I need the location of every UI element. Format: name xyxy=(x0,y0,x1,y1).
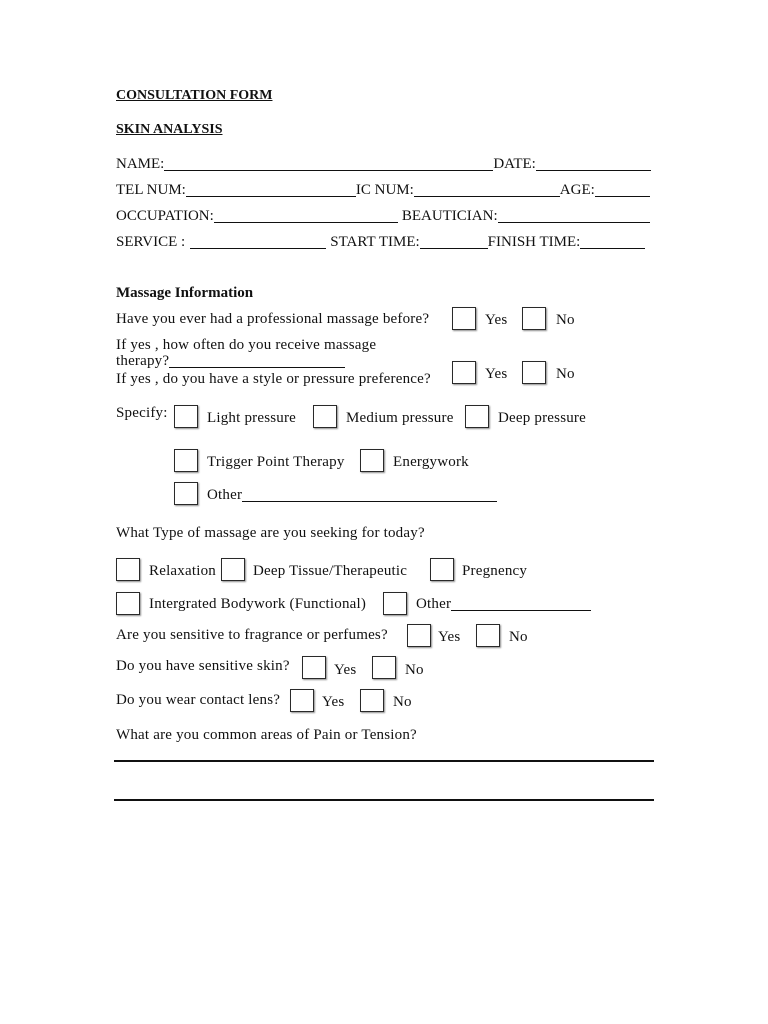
pressure-preference-yes-checkbox[interactable] xyxy=(452,361,476,384)
finish-time-field[interactable] xyxy=(580,233,645,249)
energywork-label: Energywork xyxy=(393,454,469,470)
pain-areas-question: What are you common areas of Pain or Tension? xyxy=(116,727,417,743)
fragrance-yes-label: Yes xyxy=(438,629,461,645)
start-time-field[interactable] xyxy=(420,233,488,249)
massage-frequency-question-line1: If yes , how often do you receive massage xyxy=(116,337,377,353)
professional-massage-question: Have you ever had a professional massage before? xyxy=(116,311,430,327)
occupation-beautician-row xyxy=(116,207,650,225)
light-pressure-checkbox[interactable] xyxy=(174,405,198,428)
contact-lens-no-checkbox[interactable] xyxy=(360,689,384,712)
pregnancy-label: Pregnency xyxy=(462,563,528,579)
tel-num-label: TEL NUM: xyxy=(116,182,186,198)
occupation-field[interactable] xyxy=(214,207,398,223)
trigger-point-therapy-checkbox[interactable] xyxy=(174,449,198,472)
contact-lens-yes-label: Yes xyxy=(322,694,345,710)
pressure-preference-question: If yes , do you have a style or pressure preference? xyxy=(116,371,431,387)
pressure-preference-no-checkbox[interactable] xyxy=(522,361,546,384)
pain-areas-answer-line-1[interactable] xyxy=(114,760,654,762)
pressure-other-label: Other xyxy=(207,487,243,503)
age-label: AGE: xyxy=(559,182,595,198)
pregnancy-checkbox[interactable] xyxy=(430,558,454,581)
age-field[interactable] xyxy=(595,181,650,197)
deep-pressure-checkbox[interactable] xyxy=(465,405,489,428)
form-title: CONSULTATION FORM xyxy=(116,88,273,103)
integrated-bodywork-checkbox[interactable] xyxy=(116,592,140,615)
contact-lens-question: Do you wear contact lens? xyxy=(116,692,281,708)
pressure-other-row xyxy=(207,486,497,504)
finish-time-label: FINISH TIME: xyxy=(487,234,581,250)
massage-information-heading: Massage Information xyxy=(116,285,254,301)
service-label: SERVICE : xyxy=(116,234,186,250)
sensitive-skin-yes-checkbox[interactable] xyxy=(302,656,326,679)
massage-frequency-field[interactable] xyxy=(169,352,345,368)
sensitive-skin-yes-label: Yes xyxy=(334,662,357,678)
occupation-label: OCCUPATION: xyxy=(116,208,214,224)
start-time-label: START TIME: xyxy=(330,234,420,250)
sensitive-skin-question: Do you have sensitive skin? xyxy=(116,658,290,674)
trigger-point-therapy-label: Trigger Point Therapy xyxy=(207,454,345,470)
fragrance-no-label: No xyxy=(509,629,528,645)
fragrance-question: Are you sensitive to fragrance or perfumes? xyxy=(116,627,388,643)
fragrance-yes-checkbox[interactable] xyxy=(407,624,431,647)
light-pressure-label: Light pressure xyxy=(207,410,297,426)
deep-pressure-label: Deep pressure xyxy=(498,410,586,426)
tel-ic-age-row xyxy=(116,181,650,199)
professional-massage-yes-label: Yes xyxy=(485,312,508,328)
ic-num-field[interactable] xyxy=(414,181,560,197)
massage-type-other-field[interactable] xyxy=(451,595,591,611)
pain-areas-answer-line-2[interactable] xyxy=(114,799,654,801)
integrated-bodywork-label: Intergrated Bodywork (Functional) xyxy=(149,596,367,612)
date-field[interactable] xyxy=(536,155,651,171)
professional-massage-yes-checkbox[interactable] xyxy=(452,307,476,330)
professional-massage-no-label: No xyxy=(556,312,575,328)
medium-pressure-checkbox[interactable] xyxy=(313,405,337,428)
name-field[interactable] xyxy=(164,155,493,171)
beautician-label: BEAUTICIAN: xyxy=(401,208,498,224)
fragrance-no-checkbox[interactable] xyxy=(476,624,500,647)
massage-type-other-label: Other xyxy=(416,596,452,612)
sensitive-skin-no-label: No xyxy=(405,662,424,678)
ic-num-label: IC NUM: xyxy=(355,182,414,198)
service-field[interactable] xyxy=(190,233,326,249)
massage-frequency-row xyxy=(116,352,345,370)
relaxation-label: Relaxation xyxy=(149,563,216,579)
date-label: DATE: xyxy=(493,156,536,172)
contact-lens-yes-checkbox[interactable] xyxy=(290,689,314,712)
pressure-preference-no-label: No xyxy=(556,366,575,382)
specify-label: Specify: xyxy=(116,405,168,421)
deep-tissue-label: Deep Tissue/Therapeutic xyxy=(253,563,408,579)
pressure-preference-yes-label: Yes xyxy=(485,366,508,382)
energywork-checkbox[interactable] xyxy=(360,449,384,472)
pressure-other-checkbox[interactable] xyxy=(174,482,198,505)
massage-type-other-row xyxy=(416,595,591,613)
beautician-field[interactable] xyxy=(498,207,650,223)
deep-tissue-checkbox[interactable] xyxy=(221,558,245,581)
medium-pressure-label: Medium pressure xyxy=(346,410,454,426)
sensitive-skin-no-checkbox[interactable] xyxy=(372,656,396,679)
pressure-other-field[interactable] xyxy=(242,486,497,502)
name-label: NAME: xyxy=(116,156,165,172)
professional-massage-no-checkbox[interactable] xyxy=(522,307,546,330)
massage-type-question: What Type of massage are you seeking for today? xyxy=(116,525,425,541)
relaxation-checkbox[interactable] xyxy=(116,558,140,581)
massage-frequency-question-line2: therapy? xyxy=(116,353,170,369)
tel-num-field[interactable] xyxy=(186,181,356,197)
form-subtitle: SKIN ANALYSIS xyxy=(116,122,223,137)
massage-type-other-checkbox[interactable] xyxy=(383,592,407,615)
name-date-row xyxy=(116,155,651,173)
service-time-row xyxy=(116,233,645,251)
contact-lens-no-label: No xyxy=(393,694,412,710)
